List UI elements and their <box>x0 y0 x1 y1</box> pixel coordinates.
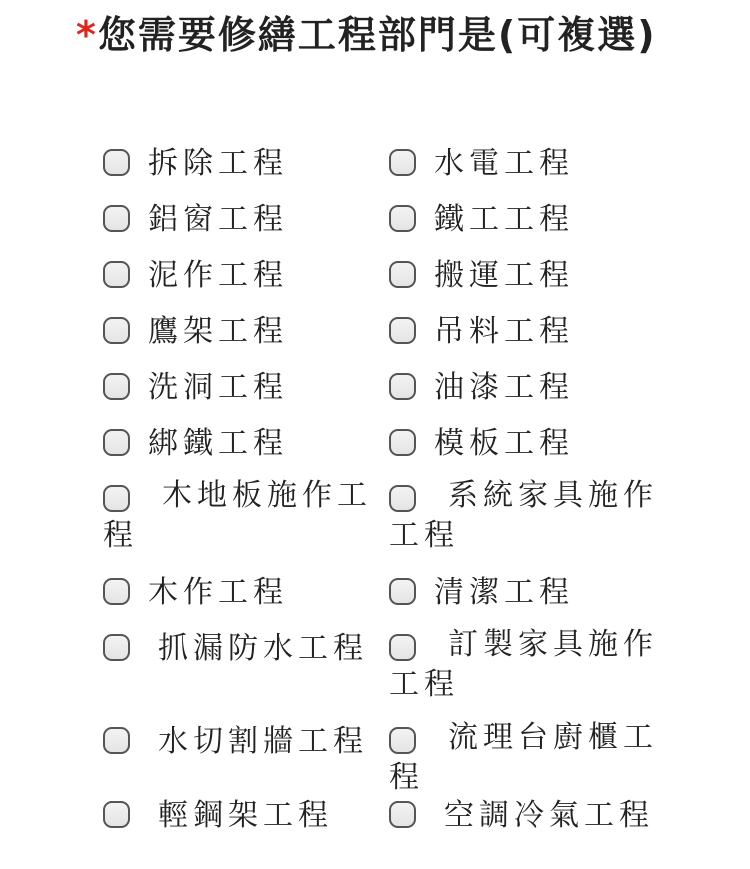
option-rebar-tying[interactable] <box>103 420 389 476</box>
checkbox[interactable] <box>103 317 130 344</box>
option-label: 泥作工程 <box>148 258 288 293</box>
option-label: 空調冷氣工程 <box>444 798 654 833</box>
checkbox[interactable] <box>103 634 130 661</box>
option-ironwork[interactable] <box>389 196 673 252</box>
option-cleaning[interactable] <box>389 569 673 625</box>
option-plumbing-electrical[interactable] <box>389 140 673 196</box>
option-label: 木作工程 <box>148 575 288 610</box>
option-label: 吊料工程 <box>434 314 574 349</box>
option-label: 模板工程 <box>434 426 574 461</box>
checkbox[interactable] <box>389 578 416 605</box>
checkbox[interactable] <box>389 317 416 344</box>
option-label: 流理台廚櫃工程 <box>389 720 658 795</box>
checkbox[interactable] <box>103 373 130 400</box>
option-light-steel-frame[interactable] <box>103 792 389 848</box>
checkbox[interactable] <box>103 205 130 232</box>
option-leak-waterproofing[interactable] <box>103 625 389 718</box>
checkbox[interactable] <box>103 801 130 828</box>
checkbox[interactable] <box>103 261 130 288</box>
options-grid <box>103 140 673 848</box>
option-label: 輕鋼架工程 <box>158 798 333 833</box>
option-label: 綁鐵工程 <box>148 426 288 461</box>
option-custom-furniture[interactable] <box>389 625 673 718</box>
option-label: 系統家具施作工程 <box>389 478 658 553</box>
checkbox[interactable] <box>389 373 416 400</box>
option-aluminum-window[interactable] <box>103 196 389 252</box>
option-material-hoisting[interactable] <box>389 308 673 364</box>
option-formwork[interactable] <box>389 420 673 476</box>
checkbox[interactable] <box>389 801 416 828</box>
required-mark: * <box>76 13 98 57</box>
option-label: 拆除工程 <box>148 146 288 181</box>
checkbox[interactable] <box>389 149 416 176</box>
checkbox[interactable] <box>389 429 416 456</box>
option-moving[interactable] <box>389 252 673 308</box>
option-water-cutting-wall[interactable] <box>103 718 389 792</box>
checkbox[interactable] <box>103 149 130 176</box>
checkbox[interactable] <box>103 727 130 754</box>
option-kitchen-cabinet[interactable] <box>389 718 673 795</box>
option-wood-flooring[interactable] <box>103 476 389 569</box>
question-title <box>76 10 696 60</box>
checkbox[interactable] <box>103 578 130 605</box>
checkbox[interactable] <box>389 261 416 288</box>
option-air-conditioning[interactable] <box>389 792 673 848</box>
checkbox[interactable] <box>103 429 130 456</box>
option-demolition[interactable] <box>103 140 389 196</box>
option-label: 清潔工程 <box>434 575 574 610</box>
option-label: 鷹架工程 <box>148 314 288 349</box>
option-label: 洗洞工程 <box>148 370 288 405</box>
question-text: 您需要修繕工程部門是(可複選) <box>97 13 657 57</box>
option-label: 木地板施作工程 <box>103 478 372 553</box>
option-label: 水電工程 <box>434 146 574 181</box>
option-label: 水切割牆工程 <box>158 724 368 759</box>
option-label: 抓漏防水工程 <box>158 631 368 666</box>
option-scaffolding[interactable] <box>103 308 389 364</box>
option-label: 鋁窗工程 <box>148 202 288 237</box>
option-carpentry[interactable] <box>103 569 389 625</box>
option-label: 搬運工程 <box>434 258 574 293</box>
option-label: 油漆工程 <box>434 370 574 405</box>
option-system-furniture[interactable] <box>389 476 673 569</box>
option-hole-washing[interactable] <box>103 364 389 420</box>
option-label: 訂製家具施作工程 <box>389 627 658 702</box>
option-label: 鐵工工程 <box>434 202 574 237</box>
checkbox[interactable] <box>389 205 416 232</box>
option-painting[interactable] <box>389 364 673 420</box>
option-masonry[interactable] <box>103 252 389 308</box>
